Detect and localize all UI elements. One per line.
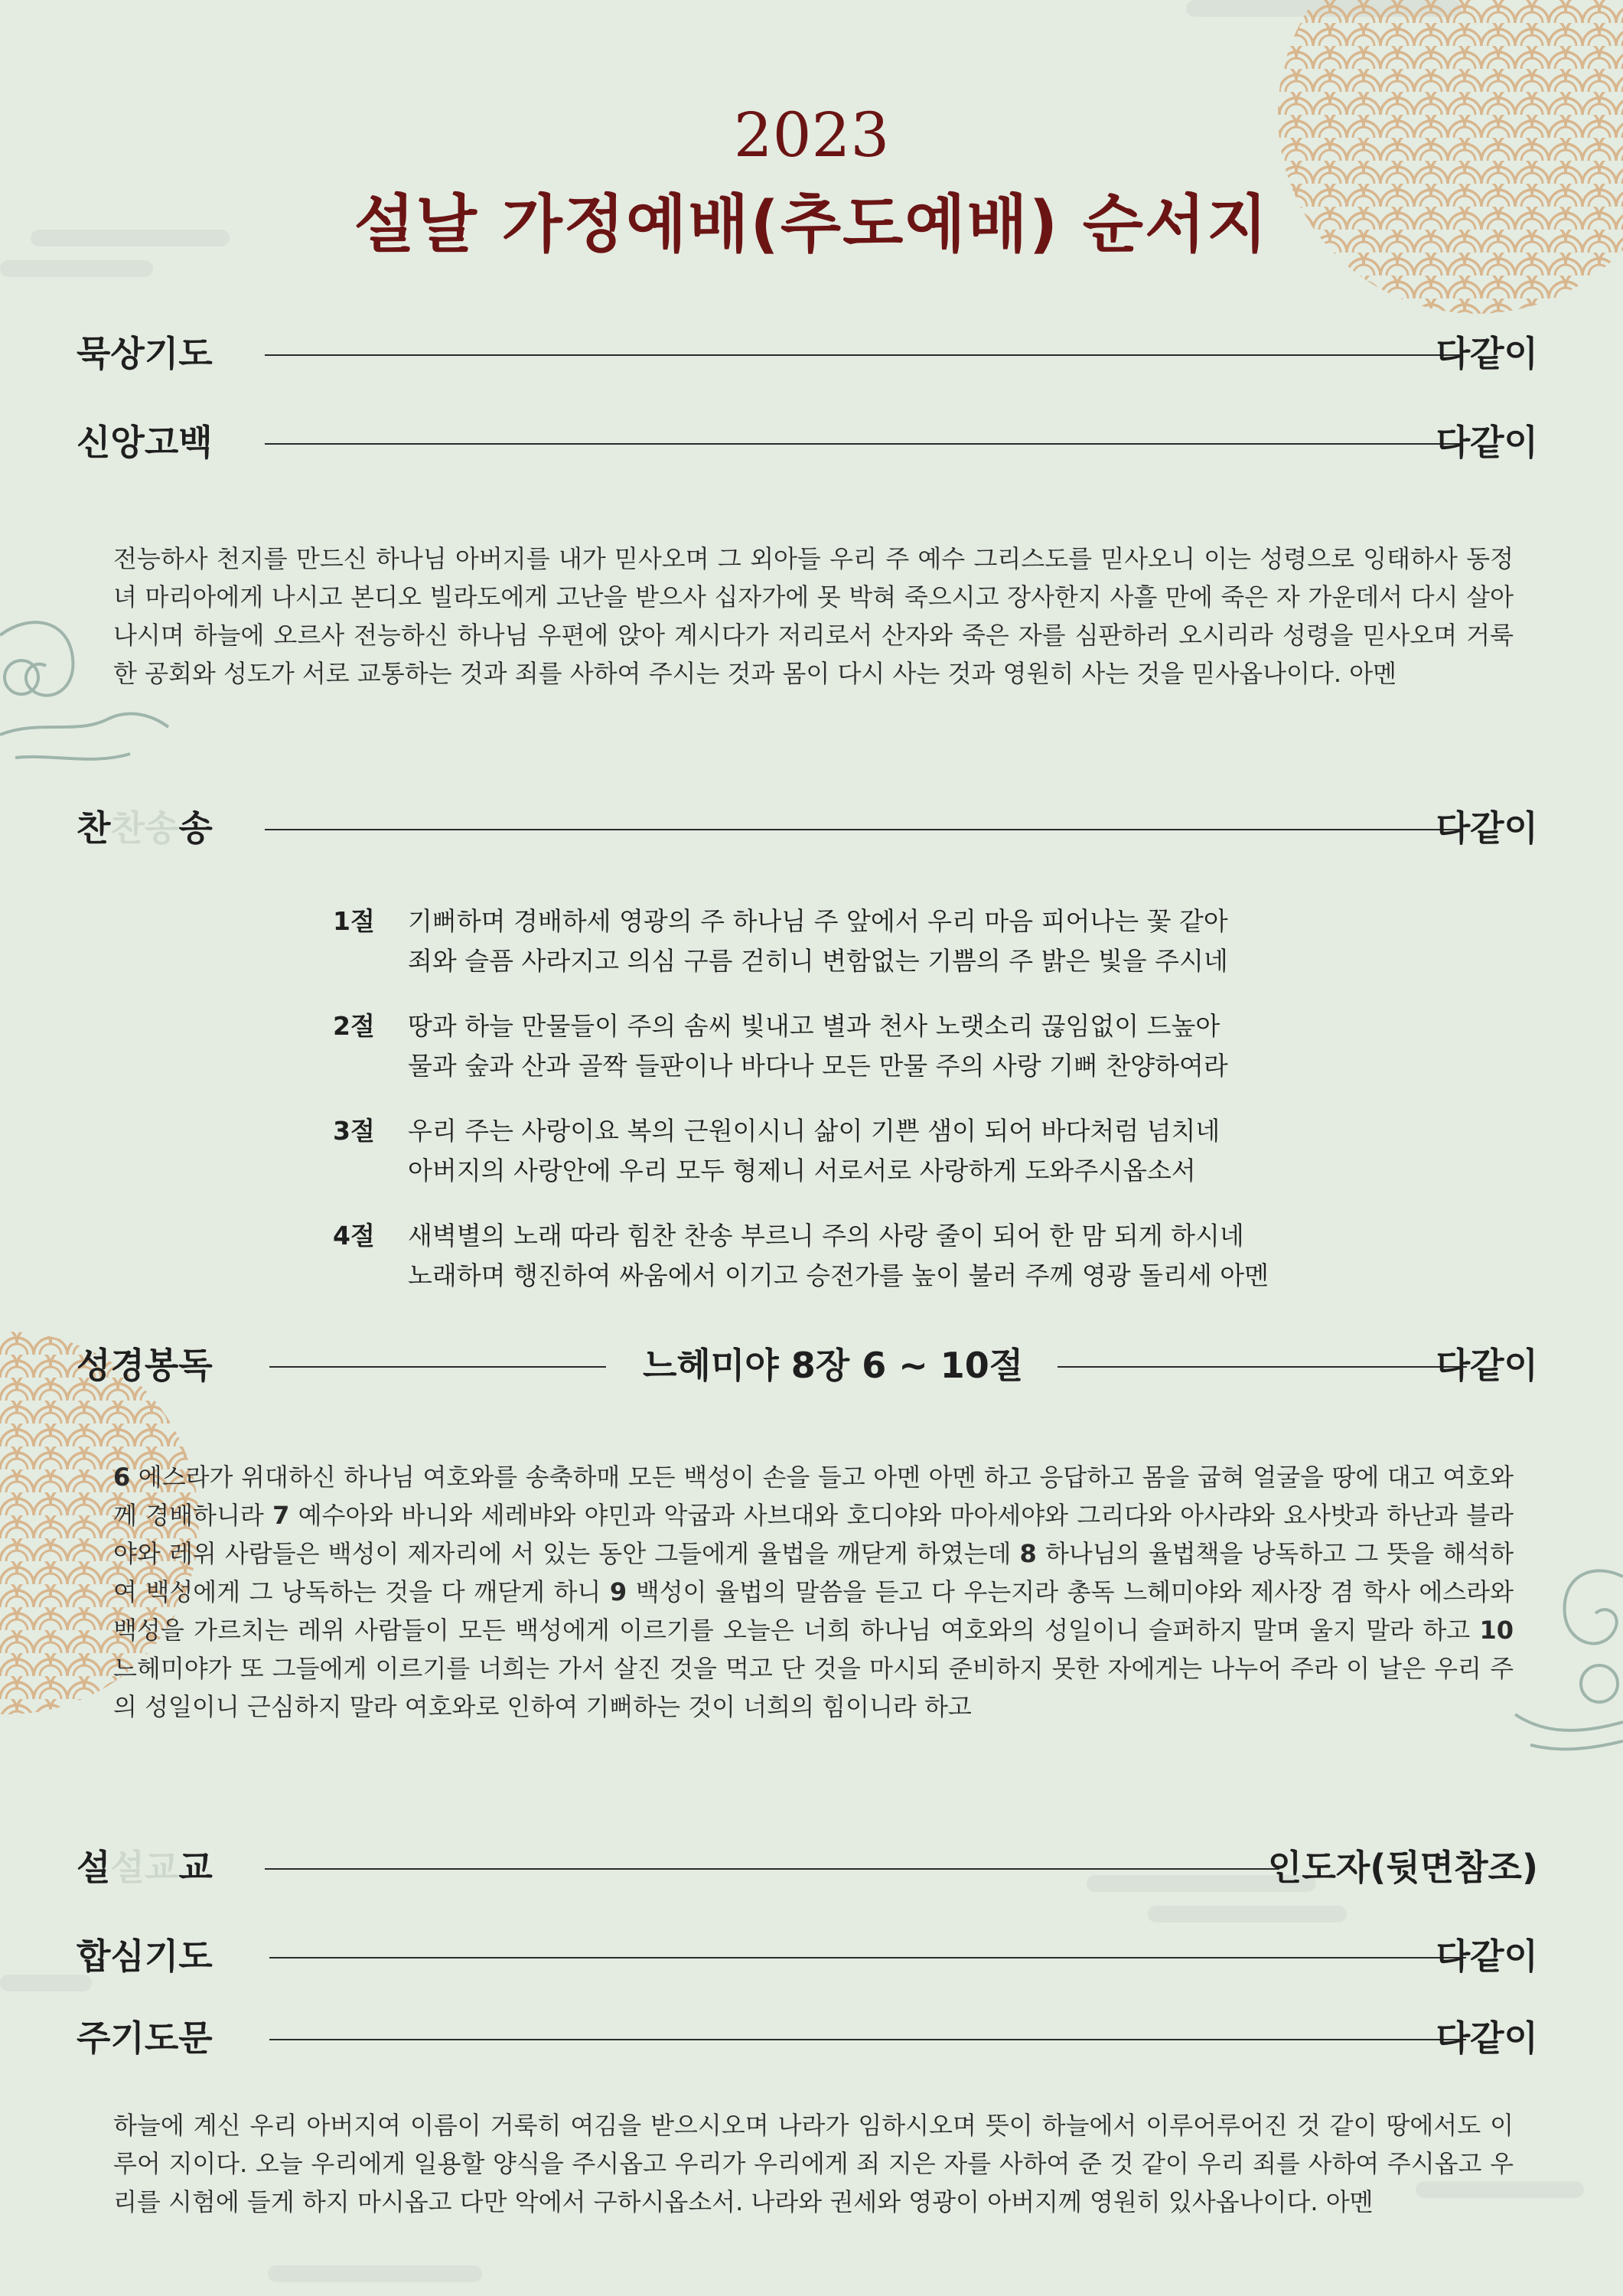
order-label: 묵상기도 [77,333,213,374]
order-label: 찬찬송송 [77,807,213,849]
order-row-reading [77,1342,1538,1388]
order-leader: 다같이 [1436,1345,1538,1386]
order-leader: 다같이 [1436,422,1538,463]
order-row-silent-prayer [77,331,1538,377]
order-leader: 다같이 [1436,2017,1538,2059]
verse-text: 기뻐하며 경배하세 영광의 주 하나님 주 앞에서 우리 마음 피어나는 꽃 같아 죄와 슬픔 사라지고 의심 구름 걷히니 변함없는 기쁨의 주 밝은 빛을 주시네 [408,906,1228,976]
page-title: 설날 가정예배(추도예배) 순서지 [354,188,1269,261]
wave-pattern-icon [1224,0,1623,344]
order-leader: 인도자(뒷면참조) [1267,1847,1538,1888]
order-label: 신앙고백 [77,422,213,463]
order-row-hymn [77,805,1538,851]
verse-number: 4절 [333,1221,375,1251]
divider-line [269,1957,1466,1958]
order-leader: 다같이 [1436,333,1538,374]
verse-text: 우리 주는 사랑이요 복의 근원이시니 삶이 기쁜 샘이 되어 바다처럼 넘치네 아버지의 사랑안에 우리 모두 형제니 서로서로 사랑하게 도와주시옵소서 [408,1116,1221,1186]
verse-text: 땅과 하늘 만물들이 주의 솜씨 빛내고 별과 천사 노랫소리 끊임없이 드높아 물과 숲과 산과 골짝 들판이나 바다나 모든 만물 주의 사랑 기뻐 찬양하여라 [408,1011,1228,1081]
order-label: 설설교교 [77,1847,213,1888]
order-leader: 다같이 [1436,807,1538,849]
divider-line [269,2039,1466,2040]
order-label: 합심기도 [77,1936,213,1977]
verse-number: 3절 [333,1116,375,1146]
divider-line [265,1868,1279,1870]
scripture-text: 6 에스라가 위대하신 하나님 여호와를 송축하매 모든 백성이 손을 들고 아멘 아멘 하고 응답하고 몸을 굽혀 얼굴을 땅에 대고 여호와께 경배하니라 7 예수아와 바니와 세레뱌와 야민과 악굽과 사브대와 호디야와 마아세야와 그리다와 아사랴와 요사밧과 하난과 블라야와 레위 사람들은 백성이 제자리에 서 있는 동안 그들에게 율법을 깨닫게 하였는데 8 하나님의 율법책을 낭독하고 그 뜻을 해석하여 백성에게 그 낭독하는 것을 다 깨닫게 하니 9 백성이 율법의 말씀을 듣고 다 우는지라 총독 느헤미야와 제사장 겸 학사 에스라와 백성을 가르치는 레위 사람들이 모든 백성에게 이르기를 오늘은 너희 하나님 여호와의 성일이니 슬퍼하지 말며 울지 말라 하고 10 느헤미야가 또 그들에게 이르기를 너희는 가서 살진 것을 먹고 단 것을 마시되 준비하지 못한 자에게는 나누어 주라 이 날은 우리 주의 성일이니 근심하지 말라 여호와로 인하여 기뻐하는 것이 너희의 힘이니라 하고 [113,1463,1514,1721]
order-row-sermon [77,1844,1538,1890]
scripture-passage: 느헤미야 8장 6 ~ 10절 [643,1345,1024,1386]
verse-number: 1절 [333,906,375,936]
divider-line [265,829,1462,830]
verse-text: 새벽별의 노래 따라 힘찬 찬송 부르니 주의 사랑 줄이 되어 한 맘 되게 하시네 노래하며 행진하여 싸움에서 이기고 승전가를 높이 불러 주께 영광 돌리세 아멘 [408,1221,1269,1290]
creed-text: 전능하사 천지를 만드신 하나님 아버지를 내가 믿사오며 그 외아들 우리 주 예수 그리스도를 믿사오니 이는 성령으로 잉태하사 동정녀 마리아에게 나시고 본디오 빌라도에게 고난을 받으사 십자가에 못 박혀 죽으시고 장사한지 사흘 만에 죽은 자 가운데서 다시 살아나시며 하늘에 오르사 전능하신 하나님 우편에 앉아 계시다가 저리로서 산자와 죽은 자를 심판하러 오시리라 성령을 믿사오며 거룩한 공회와 성도가 서로 교통하는 것과 죄를 사하여 주시는 것과 몸이 다시 사는 것과 영원히 사는 것을 믿사옵나이다. 아멘 [113,544,1514,688]
order-label: 성경봉독 [77,1345,213,1386]
divider-line [265,443,1462,445]
cloud-icon [1515,1570,1623,1749]
divider-line [265,354,1462,356]
order-leader: 다같이 [1436,1936,1538,1977]
order-row-prayer [77,1933,1538,1979]
order-row-creed [77,419,1538,465]
order-row-lords-prayer [77,2015,1538,2061]
divider-line [1058,1366,1467,1368]
lords-prayer-text: 하늘에 계신 우리 아버지여 이름이 거룩히 여김을 받으시오며 나라가 임하시오며 뜻이 하늘에서 이루어루어진 것 같이 땅에서도 이루어 지이다. 오늘 우리에게 일용할 양식을 주시옵고 우리가 우리에게 죄 지은 자를 사하여 준 것 같이 우리 죄를 사하여 주시옵고 우리를 시험에 들게 하지 마시옵고 다만 악에서 구하시옵소서. 나라와 권세와 영광이 아버지께 영원히 있사옵나이다. 아멘 [113,2111,1514,2216]
verse-number: 2절 [333,1011,375,1041]
title-year: 2023 [733,99,890,171]
divider-line [269,1366,606,1368]
order-label: 주기도문 [77,2017,213,2059]
